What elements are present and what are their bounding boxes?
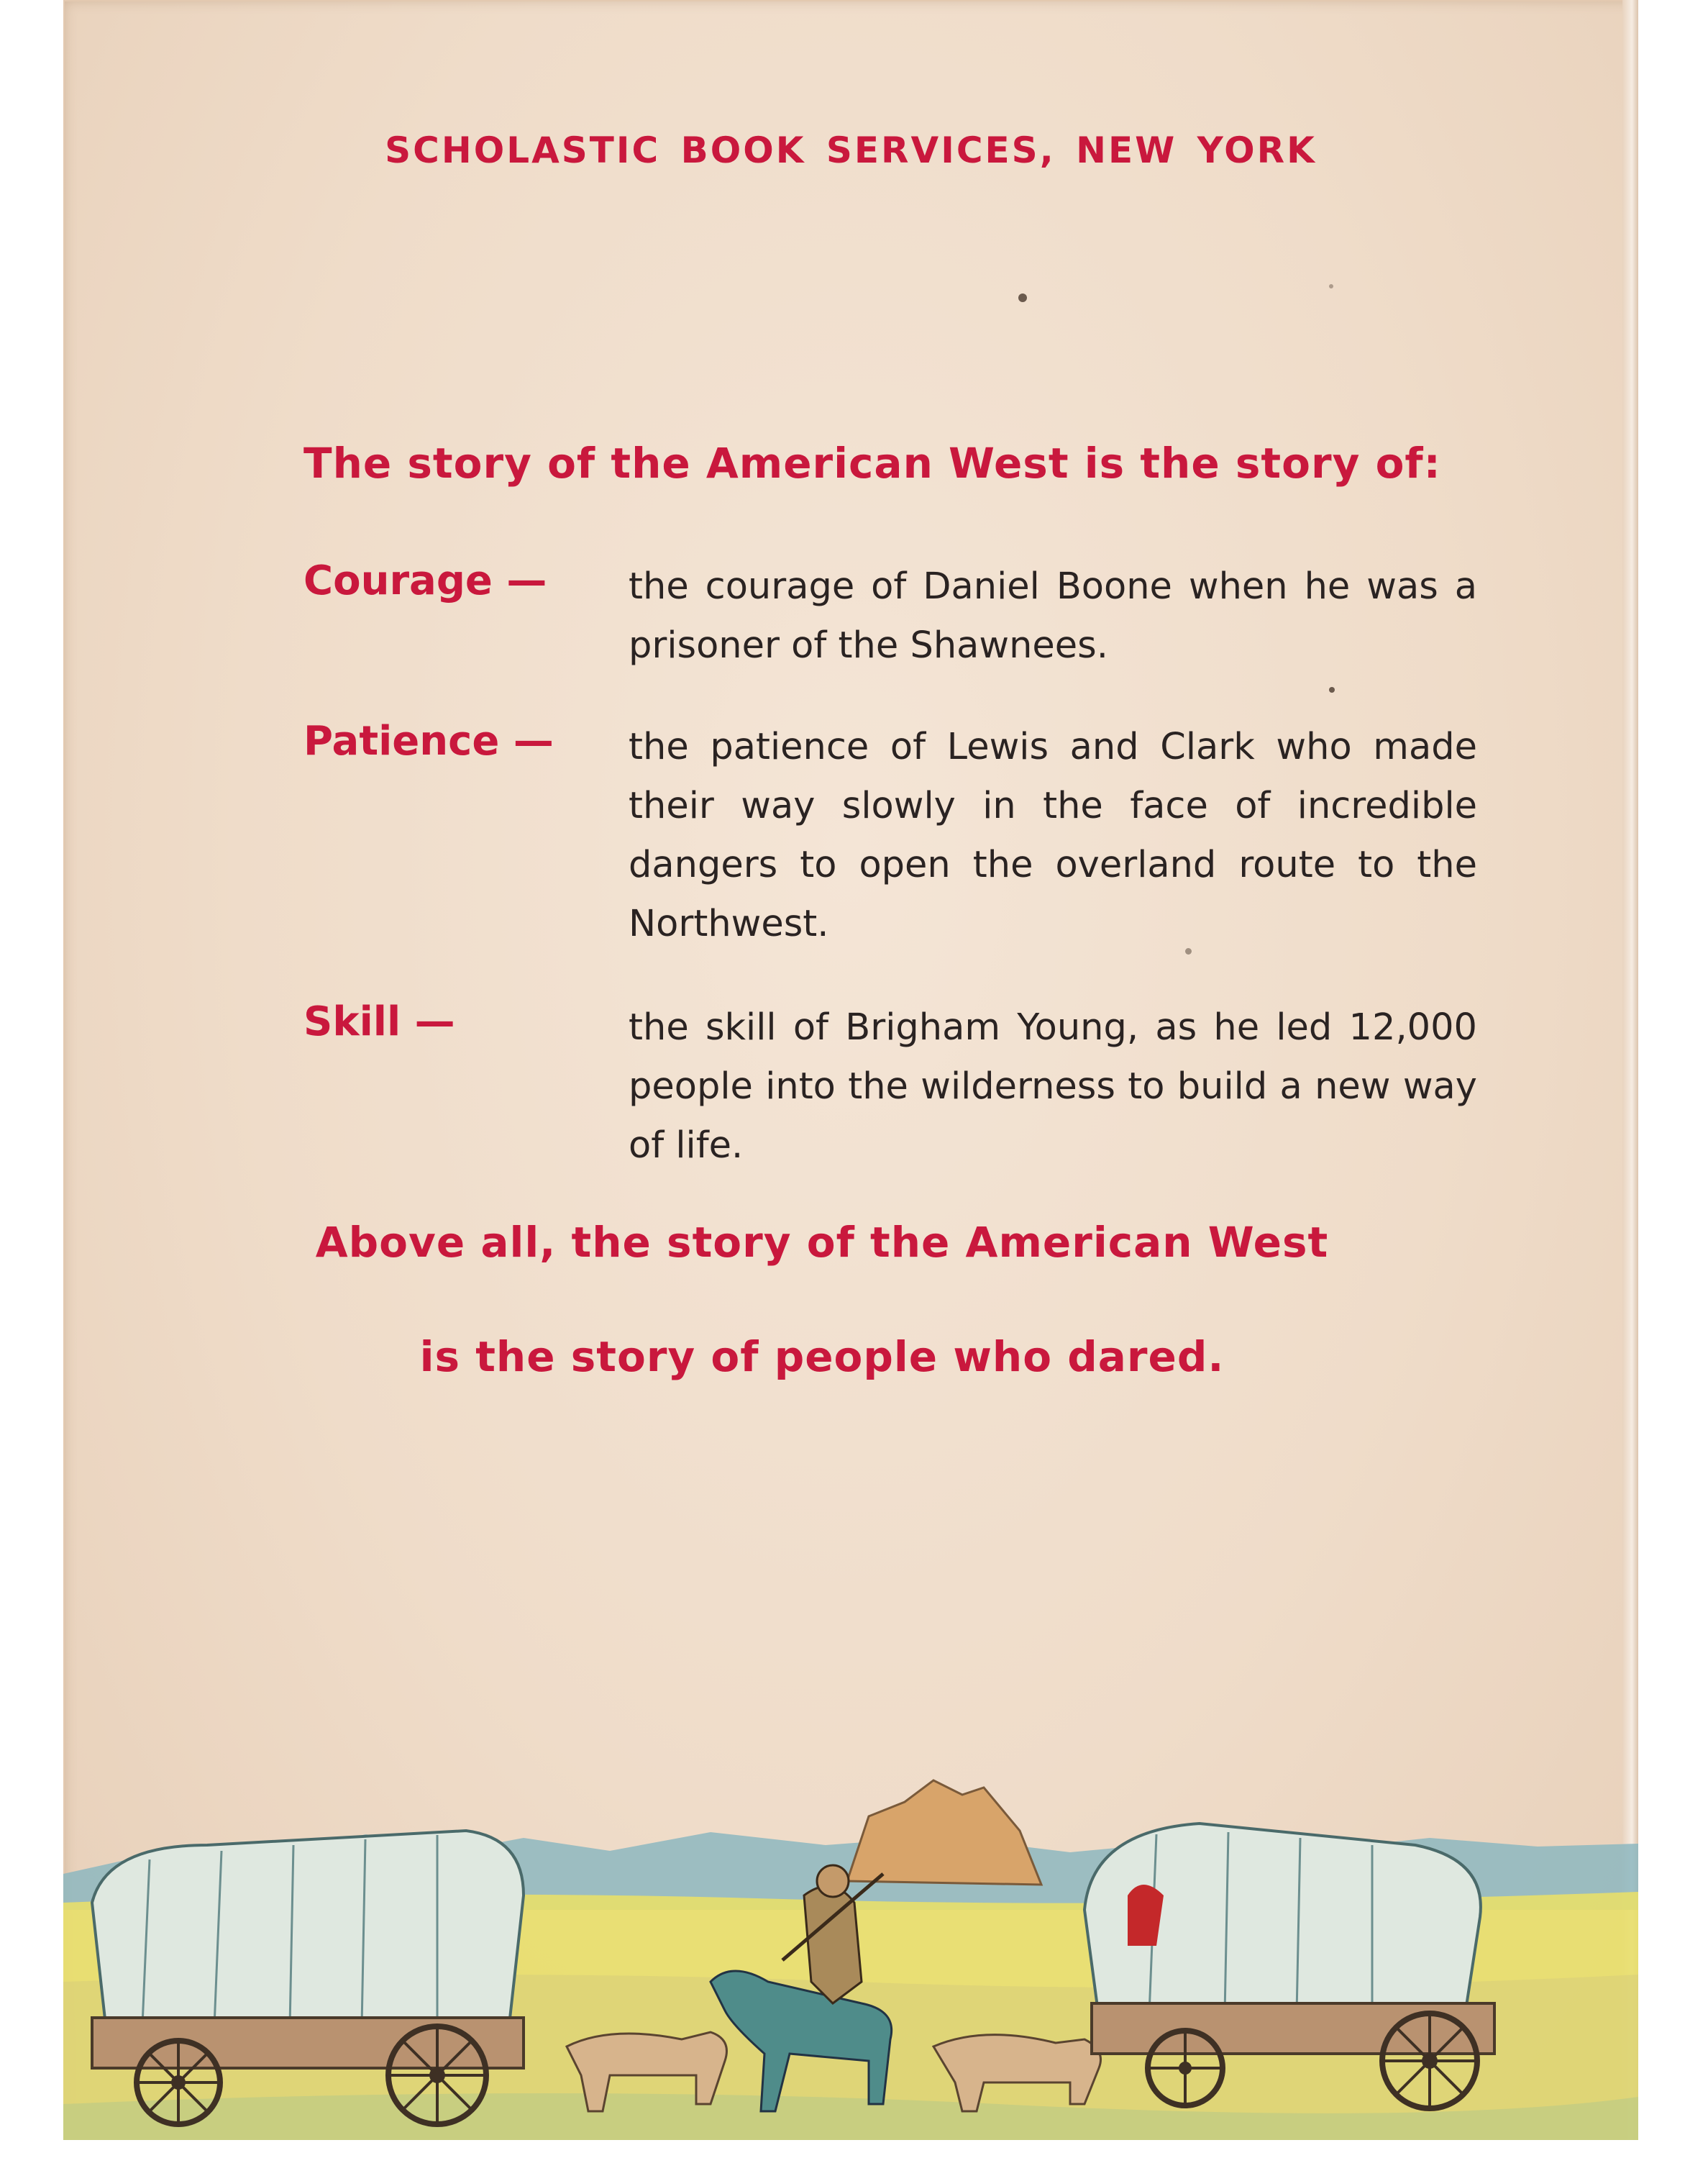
intro-heading: The story of the American West is the story of: (303, 439, 1441, 488)
covered-wagon-scene-icon (63, 1766, 1638, 2140)
virtue-description: the courage of Daniel Boone when he was a prisoner of the Shawnees. (629, 565, 1477, 667)
paper-speck (1329, 687, 1335, 693)
virtue-description: the skill of Brigham Young, as he led 12,000 people into the wilderness to build a new way of life. (629, 1006, 1477, 1167)
paper-speck (1329, 284, 1333, 288)
virtue-description: the patience of Lewis and Clark who made their way slowly in the face of incredible dangers to open the overland route to the Northwest. (629, 726, 1477, 945)
closing-line-1: Above all, the story of the American West (315, 1218, 1329, 1267)
paper-speck (1185, 948, 1192, 955)
closing-line-2: is the story of people who dared. (419, 1332, 1225, 1381)
virtue-term: Courage — (303, 557, 547, 604)
paper-speck (1018, 293, 1027, 302)
virtue-term: Patience — (303, 718, 554, 765)
publisher-line: SCHOLASTIC BOOK SERVICES, NEW YORK (385, 129, 1317, 171)
virtue-term: Skill — (303, 998, 455, 1045)
book-back-cover (63, 0, 1638, 2140)
